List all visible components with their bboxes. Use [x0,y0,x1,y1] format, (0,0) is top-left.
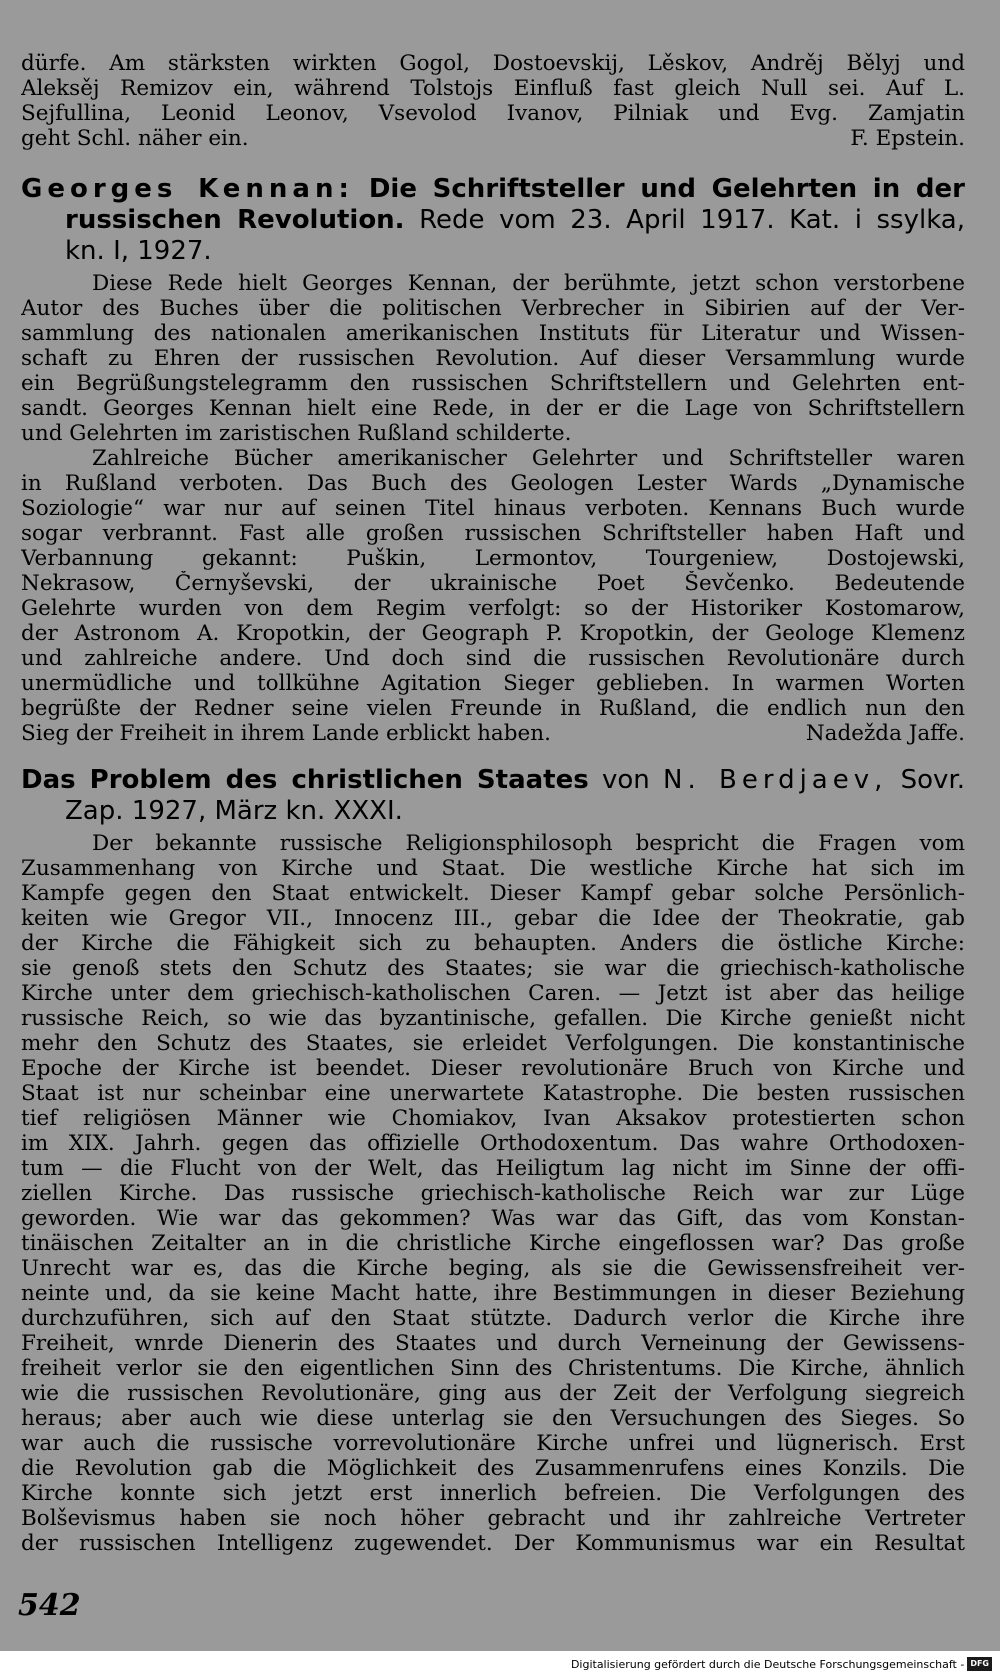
text-line: mehr den Schutz des Staates, sie erleidet Verfolgungen. Die konstantinische [21,1031,965,1056]
review-epstein-text [21,51,965,151]
text-line: der Kirche die Fähigkeit sich zu behaupten. Anders die östliche Kirche: [21,931,965,956]
review-kennan-text [21,271,965,746]
text-line: heraus; aber auch wie diese unterlag sie den Versuchungen des Sieges. So [21,1406,965,1431]
text-line: Diese Rede hielt Georges Kennan, der berühmte, jetzt schon verstorbene [92,271,965,296]
author-name: N. Berdjaev, [663,765,888,795]
text-line: war auch die russische vorrevolutionäre Kirche unfrei und lügnerisch. Erst [21,1431,965,1456]
text-line: unermüdliche und tollkühne Agitation Sieger geblieben. In warmen Worten [21,671,965,696]
text-line: und Gelehrten im zaristischen Rußland schilderte. [21,421,572,446]
article-title: Die Schriftsteller und Gelehrten in der [368,174,965,204]
heading-line [21,765,965,796]
text-line: Unrecht war es, das die Kirche beging, als sie die Gewissensfreiheit ver- [21,1256,965,1281]
text-line: im XIX. Jahrh. gegen das offizielle Orthodoxentum. Das wahre Orthodoxen- [21,1131,965,1156]
text-line: schaft zu Ehren der russischen Revolution. Auf dieser Versammlung wurde [21,346,965,371]
text-line: in Rußland verboten. Das Buch des Geologen Lester Wards „Dynamische [21,471,965,496]
text-line: Zahlreiche Bücher amerikanischer Gelehrter und Schriftsteller waren [92,446,965,471]
text-fragment: geht Schl. näher ein. [21,126,249,151]
text-line: Freiheit, wnrde Dienerin des Staates und durch Verneinung der Gewissens- [21,1331,965,1356]
author-name: Georges Kennan: [21,174,354,204]
text-line: Der bekannte russische Religionsphilosoph bespricht die Fragen vom [92,831,965,856]
text-line: Aleksěj Remizov ein, während Tolstojs Einfluß fast gleich Null sei. Auf L. [21,76,965,101]
text-line: sandt. Georges Kennan hielt eine Rede, in der er die Lage von Schriftstellern [21,396,965,421]
text-line: ziellen Kirche. Das russische griechisch-katholische Reich war zur Lüge [21,1181,965,1206]
text-line: Kirche konnte sich jetzt erst innerlich befreien. Die Verfolgungen des [21,1481,965,1506]
text-line: Gelehrte wurden von dem Regim verfolgt: so der Historiker Kostomarow, [21,596,965,621]
heading-line: Zap. 1927, März kn. XXXI. [65,796,403,826]
text-line: begrüßte der Redner seine vielen Freunde in Rußland, die endlich nun den [21,696,965,721]
text-line: Staat ist nur scheinbar eine unerwartete Katastrophe. Die besten russischen [21,1081,965,1106]
heading-line: kn. I, 1927. [65,236,212,266]
text-line: dürfe. Am stärksten wirkten Gogol, Dostoevskij, Lěskov, Andrěj Bělyj und [21,51,965,76]
text-line: sammlung des nationalen amerikanischen Instituts für Literatur und Wissen- [21,321,965,346]
text-line: tinäischen Zeitalter an in die christliche Kirche eingeflossen war? Das große [21,1231,965,1256]
text-line: ein Begrüßungstelegramm den russischen Schriftstellern und Gelehrten ent- [21,371,965,396]
article-title-cont: russischen Revolution. [65,205,405,235]
text-line: sie genoß stets den Schutz des Staates; sie war die griechisch-katholische [21,956,965,981]
text-fragment: Sieg der Freiheit in ihrem Lande erblickt haben. [21,721,551,746]
review-kennan-heading [21,174,965,267]
text-line: der russischen Intelligenz zugewendet. Der Kommunismus war ein Resultat [21,1531,965,1556]
review-berdjaev-heading [21,765,965,827]
text-line: Zusammenhang von Kirche und Staat. Die westliche Kirche hat sich im [21,856,965,881]
signature: Nadežda Jaffe. [805,721,965,746]
footer-credit [571,1657,992,1671]
article-title: Das Problem des christlichen Staates [21,765,589,795]
text-line: Verbannung gekannt: Puškin, Lermontov, Tourgeniew, Dostojewski, [21,546,965,571]
text-line: Nekrasow, Černyševski, der ukrainische Poet Ševčenko. Bedeutende [21,571,965,596]
text-line: freiheit verlor sie den eigentlichen Sinn des Christentums. Die Kirche, ähnlich [21,1356,965,1381]
dfg-logo-icon: DFG [967,1657,992,1671]
text-line [21,721,965,746]
text-line: tief religiösen Männer wie Chomiakov, Ivan Aksakov protestierten schon [21,1106,965,1131]
text-line: der Astronom A. Kropotkin, der Geograph P. Kropotkin, der Geologe Klemenz [21,621,965,646]
page-number: 542 [18,1588,81,1623]
text-line [21,126,965,151]
source-citation: Sovr. [900,765,965,795]
text-line: russische Reich, so wie das byzantinische, gefallen. Die Kirche genießt nicht [21,1006,965,1031]
source-citation: Rede vom 23. April 1917. Kat. i ssylka, [419,205,965,235]
review-berdjaev-text [21,831,965,1556]
text-line: Autor des Buches über die politischen Verbrecher in Sibirien auf der Ver- [21,296,965,321]
text-line: durchzuführen, sich auf den Staat stützte. Dadurch verlor die Kirche ihre [21,1306,965,1331]
text-line: Sejfullina, Leonid Leonov, Vsevolod Ivanov, Pilniak und Evg. Zamjatin [21,101,965,126]
text-line: Kampfe gegen den Staat entwickelt. Dieser Kampf gebar solche Persönlich- [21,881,965,906]
text-line: tum — die Flucht von der Welt, das Heiligtum lag nicht im Sinne der offi- [21,1156,965,1181]
text-line: wie die russischen Revolutionäre, ging aus der Zeit der Verfolgung siegreich [21,1381,965,1406]
text-line: die Revolution gab die Möglichkeit des Zusammenrufens eines Konzils. Die [21,1456,965,1481]
text-line: sogar verbrannt. Fast alle großen russischen Schriftsteller haben Haft und [21,521,965,546]
text-line: Epoche der Kirche ist beendet. Dieser revolutionäre Bruch von Kirche und [21,1056,965,1081]
text-line: und zahlreiche andere. Und doch sind die russischen Revolutionäre durch [21,646,965,671]
signature: F. Epstein. [850,126,965,151]
text-line: keiten wie Gregor VII., Innocenz III., gebar die Idee der Theokratie, gab [21,906,965,931]
heading-line [21,174,965,205]
text-line: Soziologie“ war nur auf seinen Titel hinaus verboten. Kennans Buch wurde [21,496,965,521]
heading-line [21,205,965,236]
text-line: geworden. Wie war das gekommen? Was war das Gift, das vom Konstan- [21,1206,965,1231]
text-line: neinte und, da sie keine Macht hatte, ihre Bestimmungen in dieser Beziehung [21,1281,965,1306]
text-line: Kirche unter dem griechisch-katholischen Caren. — Jetzt ist aber das heilige [21,981,965,1006]
footer-text: Digitalisierung gefördert durch die Deutsche Forschungsgemeinschaft - [570,1657,965,1671]
by-word: von [601,765,650,795]
text-line: Bolševismus haben sie noch höher gebracht und ihr zahlreiche Vertreter [21,1506,965,1531]
